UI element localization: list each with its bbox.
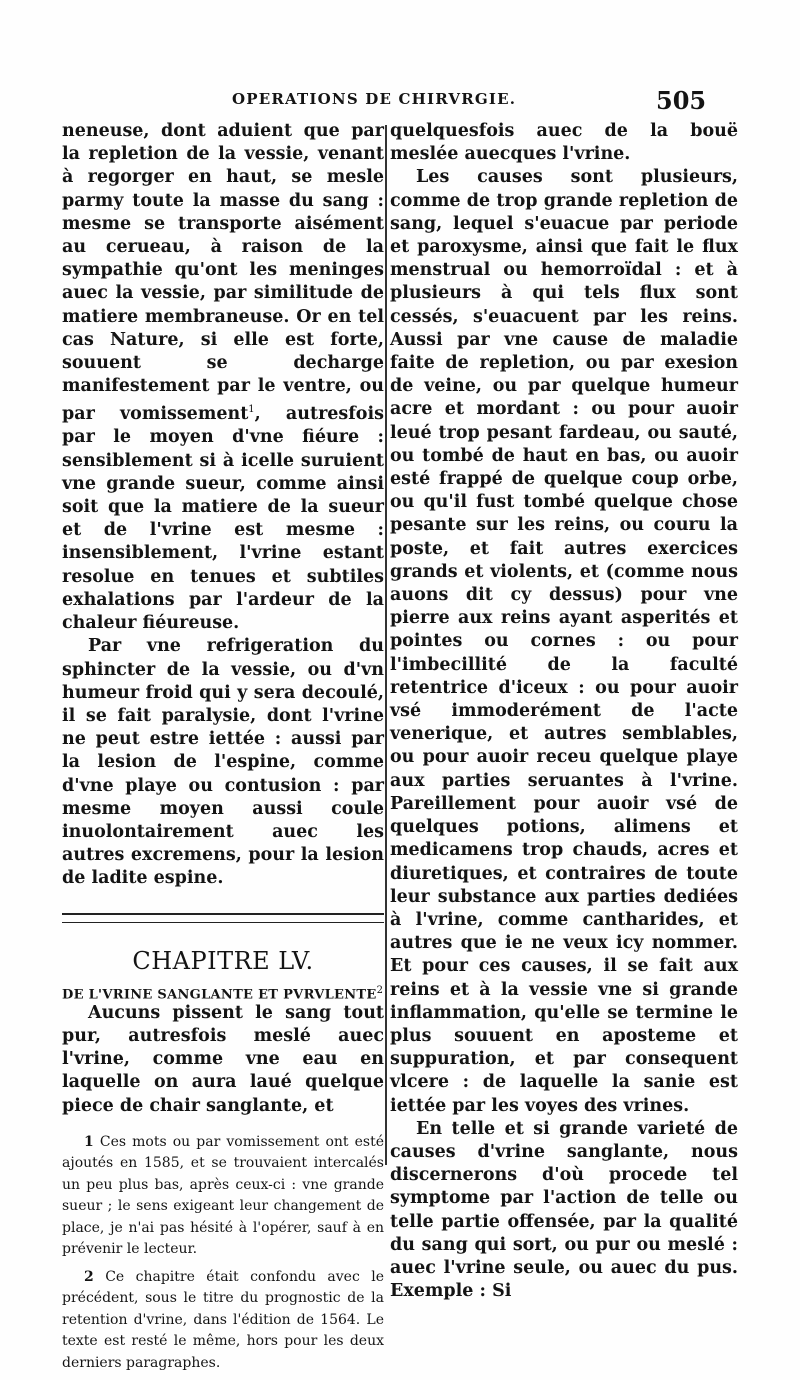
chapter-title: CHAPITRE LV.: [132, 946, 314, 975]
right-paragraph-1: quelquesfois auec de la bouë meslée auecques l'vrine.: [390, 121, 738, 165]
column-divider: [385, 125, 387, 1165]
chapter-subtitle: [62, 985, 384, 1002]
footnote-ref-2: 2: [376, 984, 384, 996]
chapter-subtitle-text: DE L'VRINE SANGLANTE ET PVRVLENTE: [62, 986, 377, 1002]
right-column: [390, 120, 738, 1303]
footnote-ref-1: 1: [248, 404, 255, 416]
left-paragraph-2: Par vne refrigeration du sphincter de la vessie, ou d'vn humeur froid qui y sera decoulé, il se fait paralysie, dont l'vrine ne peut estre iettée : aussi par la lesion de l'espine, comme d'vne playe ou contusion : par mesme moyen aussi coule inuolontairement auec les autres excremens, pour la lesion de ladite espine.: [62, 636, 384, 889]
left-paragraph-1-cont: , autresfois par le moyen d'vne fiéure : sensiblement si à icelle suruient vne grande sueur, comme ainsi soit que la matiere de la sueur et de l'vrine est mesme : insensiblement, l'vrine estant resolue en tenues et subtiles exhalations par l'ardeur de la chaleur fiéureuse.: [62, 404, 384, 634]
footnote-1-text: Ces mots ou par vomissement ont esté ajoutés en 1585, et se trouvaient intercalés un peu plus bas, après ceux-ci : vne grande sueur ; le sens exigeant leur changement de place, je n'ai pas hésité à l'opérer, sauf à en prévenir le lecteur.: [62, 1133, 385, 1258]
footnote-1: [62, 1132, 384, 1261]
left-paragraph-1: [62, 120, 384, 635]
footnotes: [62, 1132, 384, 1375]
footnote-2-mark: 2: [84, 1268, 94, 1285]
right-paragraph-3: En telle et si grande varieté de causes d'vrine sanglante, nous discernerons d'où procede tel symptome par l'action de telle ou telle partie offensée, par la qualité du sang qui sort, ou pur ou meslé : auec l'vrine seule, ou auec du pus. Exemple : Si: [390, 1118, 738, 1302]
page-header: [0, 86, 800, 116]
left-column: [62, 120, 384, 1380]
page-number: 505: [656, 86, 707, 115]
left-paragraph-3: Aucuns pissent le sang tout pur, autresfois meslé auec l'vrine, comme vne eau en laquelle on aura laué quelque piece de chair sanglante, et: [62, 1002, 384, 1116]
footnote-1-mark: 1: [84, 1133, 94, 1150]
right-paragraph-2: Les causes sont plusieurs, comme de trop grande repletion de sang, lequel s'euacue par periode et paroxysme, ainsi que fait le flux menstrual ou hemorroïdal : et à plusieurs à qui tels flux sont cessés, s'euacuent par les reins. Aussi par vne cause de maladie faite de repletion, ou par exesion de veine, ou par quelque humeur acre et mordant : ou pour auoir leué trop pesant fardeau, ou sauté, ou tombé de haut en bas, ou auoir esté frappé de quelque coup orbe, ou qu'il fust tombé quelque chose pesante sur les reins, ou couru la poste, et fait autres exercices grands et violents, et (comme nous auons dit cy dessus) pour vne pierre aux reins ayant asperités et pointes ou cornes : ou pour l'imbecillité de la faculté retentrice d'iceux : ou pour auoir vsé immoderément de l'acte venerique, et autres semblables, ou pour auoir receu quelque playe aux parties seruantes à l'vrine. Pareillement pour auoir vsé de quelques potions, alimens et medicamens trop chauds, acres et diuretiques, et contraires de toute leur substance aux parties dediées à l'vrine, comme cantharides, et autres que ie ne veux icy nommer. Et pour ces causes, il se fait aux reins et à la vessie vne si grande inflammation, qu'elle se termine le plus souuent en aposteme et suppuration, et par consequent vlcere : de laquelle la sanie est iettée par les voyes des vrines.: [390, 167, 738, 1116]
chapter-separator-rule: [62, 913, 384, 923]
footnote-2: [62, 1267, 384, 1375]
running-title: OPERATIONS DE CHIRVRGIE.: [232, 90, 517, 108]
left-paragraph-1-text: neneuse, dont aduient que par la repletion de la vessie, venant à regorger en haut, se mesle parmy toute la masse du sang : mesme se transporte aisément au cerueau, à raison de la sympathie qu'ont les meninges auec la vessie, par similitude de matiere membraneuse. Or en tel cas Nature, si elle est forte, souuent se decharge manifestement par le ventre, ou par vomissement: [62, 121, 384, 425]
footnote-2-text: Ce chapitre était confondu avec le précédent, sous le titre du prognostic de la retention d'vrine, dans l'édition de 1564. Le texte est resté le même, hors pour les deux derniers paragraphes.: [62, 1268, 384, 1371]
